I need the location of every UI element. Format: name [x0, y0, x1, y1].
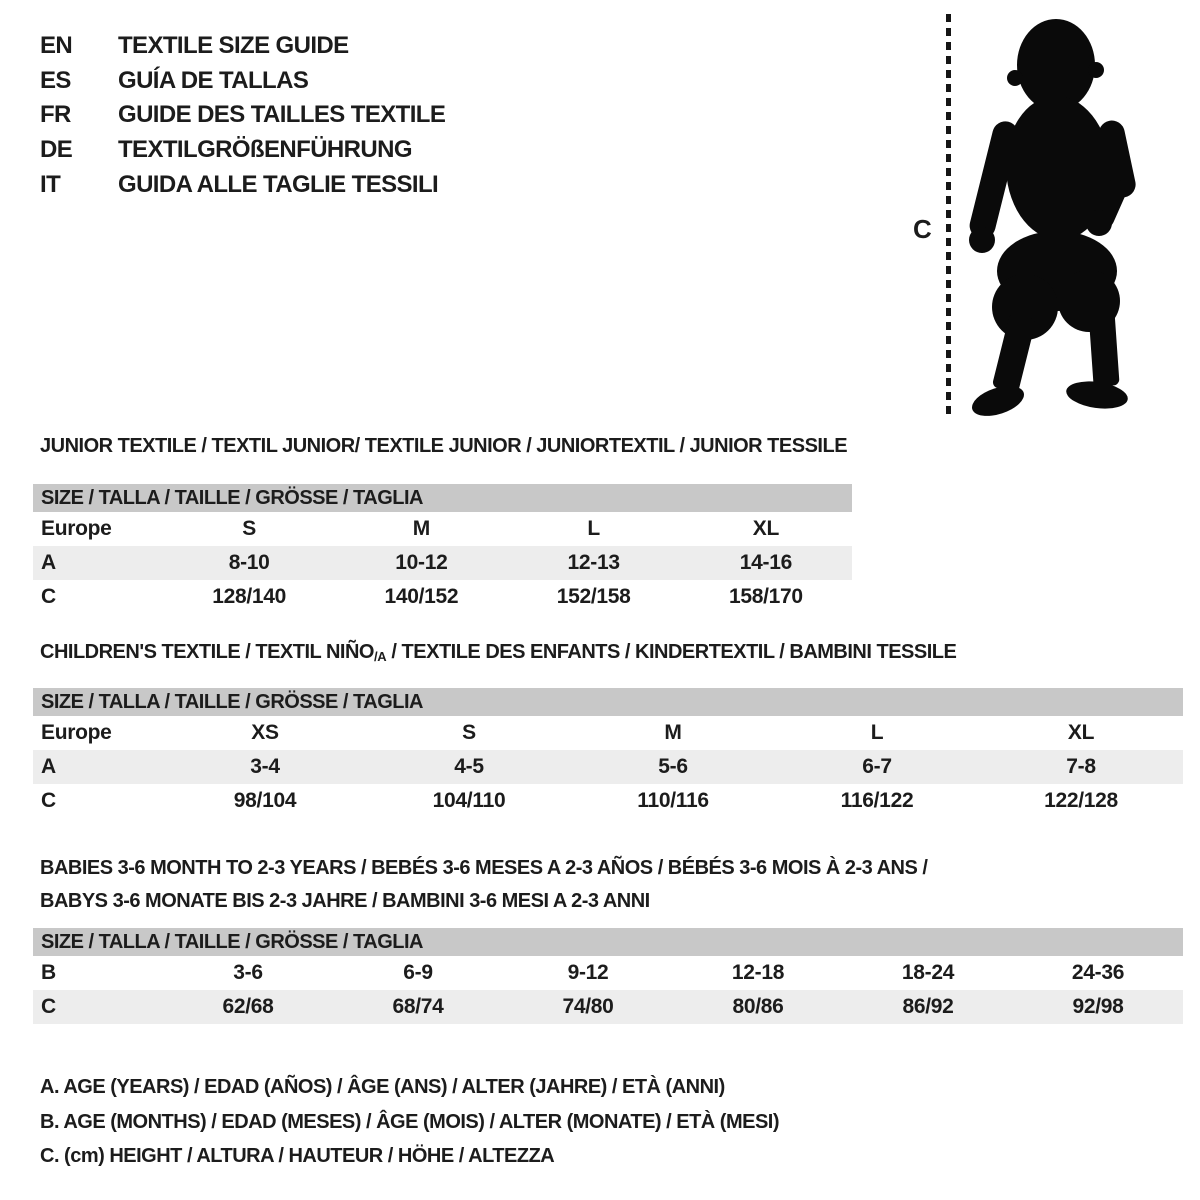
size-cell: XL: [1067, 721, 1095, 744]
legend-line-c: C. (cm) HEIGHT / ALTURA / HAUTEUR / HÖHE / ALTEZZA: [40, 1145, 555, 1167]
row-label: C: [41, 789, 56, 812]
children-size-table: [33, 688, 1183, 818]
size-cell: 12-18: [731, 961, 785, 984]
size-table-row: [33, 990, 1183, 1024]
size-cell: L: [870, 721, 884, 744]
children-section-title: [40, 641, 956, 664]
size-header-band: SIZE / TALLA / TAILLE / GRÖSSE / TAGLIA: [33, 928, 1183, 956]
size-cell: 86/92: [902, 995, 954, 1018]
size-table-row: [33, 750, 1183, 784]
size-cell: 122/128: [1044, 789, 1118, 812]
height-marker-label: C: [913, 214, 932, 244]
guide-title: GUIDA ALLE TAGLIE TESSILI: [118, 170, 439, 198]
size-table-row: [33, 784, 1183, 818]
size-cell: 8-10: [228, 551, 270, 574]
size-cell: 10-12: [395, 551, 448, 574]
babies-section-title: [40, 852, 927, 918]
size-cell: XS: [251, 721, 279, 744]
language-code: DE: [40, 136, 73, 164]
size-cell: 9-12: [567, 961, 609, 984]
size-header-band: SIZE / TALLA / TAILLE / GRÖSSE / TAGLIA: [33, 484, 852, 512]
legend-line-b: B. AGE (MONTHS) / EDAD (MESES) / ÂGE (MOIS) / ALTER (MONATE) / ETÀ (MESI): [40, 1110, 780, 1133]
size-cell: 116/122: [840, 789, 914, 812]
language-title-list: [40, 29, 445, 202]
row-label: A: [41, 755, 56, 778]
size-table-row: [33, 512, 852, 546]
language-row: [40, 167, 445, 202]
size-table-row: [33, 716, 1183, 750]
size-cell: 6-9: [403, 961, 433, 984]
size-cell: 3-6: [233, 961, 263, 984]
size-cell: 98/104: [233, 789, 297, 812]
size-cell: 7-8: [1066, 755, 1096, 778]
guide-title: TEXTILGRÖßENFÜHRUNG: [118, 136, 412, 164]
row-label: Europe: [41, 721, 112, 744]
size-cell: 18-24: [901, 961, 955, 984]
toddler-silhouette-image: [962, 18, 1142, 418]
size-table-row: [33, 956, 1183, 990]
size-cell: M: [412, 517, 430, 540]
size-table-row: [33, 580, 852, 614]
row-label: A: [41, 551, 56, 574]
size-cell: 140/152: [384, 585, 459, 608]
size-cell: 14-16: [739, 551, 792, 574]
junior-size-table: [33, 484, 852, 614]
language-row: [40, 133, 445, 168]
size-cell: S: [462, 721, 476, 744]
size-cell: 12-13: [567, 551, 620, 574]
size-cell: 4-5: [454, 755, 484, 778]
children-title-part2: / TEXTILE DES ENFANTS / KINDERTEXTIL / BAMBINI TESSILE: [386, 641, 957, 663]
junior-section-title: JUNIOR TEXTILE / TEXTIL JUNIOR/ TEXTILE JUNIOR / JUNIORTEXTIL / JUNIOR TESSILE: [40, 435, 848, 457]
guide-title: GUÍA DE TALLAS: [118, 66, 309, 94]
language-row: [40, 29, 445, 64]
row-label: C: [41, 995, 56, 1018]
language-row: [40, 98, 445, 133]
size-cell: 104/110: [432, 789, 506, 812]
language-code: ES: [40, 66, 71, 94]
size-cell: 80/86: [732, 995, 784, 1018]
size-cell: XL: [752, 517, 779, 540]
language-code: IT: [40, 170, 61, 198]
guide-title: TEXTILE SIZE GUIDE: [118, 32, 349, 60]
language-code: FR: [40, 101, 71, 129]
size-cell: L: [587, 517, 600, 540]
size-cell: 62/68: [222, 995, 274, 1018]
measure-legend: [40, 1070, 779, 1174]
size-cell: 3-4: [250, 755, 280, 778]
row-label: C: [41, 585, 56, 608]
language-row: [40, 64, 445, 99]
size-header-band: SIZE / TALLA / TAILLE / GRÖSSE / TAGLIA: [33, 688, 1183, 716]
language-code: EN: [40, 32, 73, 60]
babies-title-line2: BABYS 3-6 MONATE BIS 2-3 JAHRE / BAMBINI 3-6 MESI A 2-3 ANNI: [40, 890, 650, 912]
size-cell: S: [242, 517, 256, 540]
babies-size-table: [33, 928, 1183, 1024]
size-cell: 6-7: [862, 755, 892, 778]
legend-line-a: A. AGE (YEARS) / EDAD (AÑOS) / ÂGE (ANS) / ALTER (JAHRE) / ETÀ (ANNI): [40, 1076, 725, 1098]
row-label: Europe: [41, 517, 112, 540]
babies-title-line1: BABIES 3-6 MONTH TO 2-3 YEARS / BEBÉS 3-6 MESES A 2-3 AÑOS / BÉBÉS 3-6 MOIS À 2-3 ANS /: [40, 857, 928, 879]
size-table-row: [33, 546, 852, 580]
size-cell: 110/116: [637, 789, 709, 812]
size-cell: 128/140: [212, 585, 287, 608]
children-title-part1: CHILDREN'S TEXTILE / TEXTIL NIÑO: [40, 641, 374, 663]
height-dashed-line: [946, 14, 951, 415]
size-cell: 74/80: [562, 995, 614, 1018]
size-cell: 5-6: [658, 755, 688, 778]
children-title-sub: /A: [373, 649, 387, 664]
size-cell: 24-36: [1071, 961, 1125, 984]
row-label: B: [41, 961, 56, 984]
guide-title: GUIDE DES TAILLES TEXTILE: [118, 101, 446, 129]
size-cell: 158/170: [728, 585, 803, 608]
size-cell: M: [664, 721, 682, 744]
size-cell: 92/98: [1072, 995, 1124, 1018]
size-cell: 68/74: [392, 995, 444, 1018]
size-cell: 152/158: [556, 585, 631, 608]
